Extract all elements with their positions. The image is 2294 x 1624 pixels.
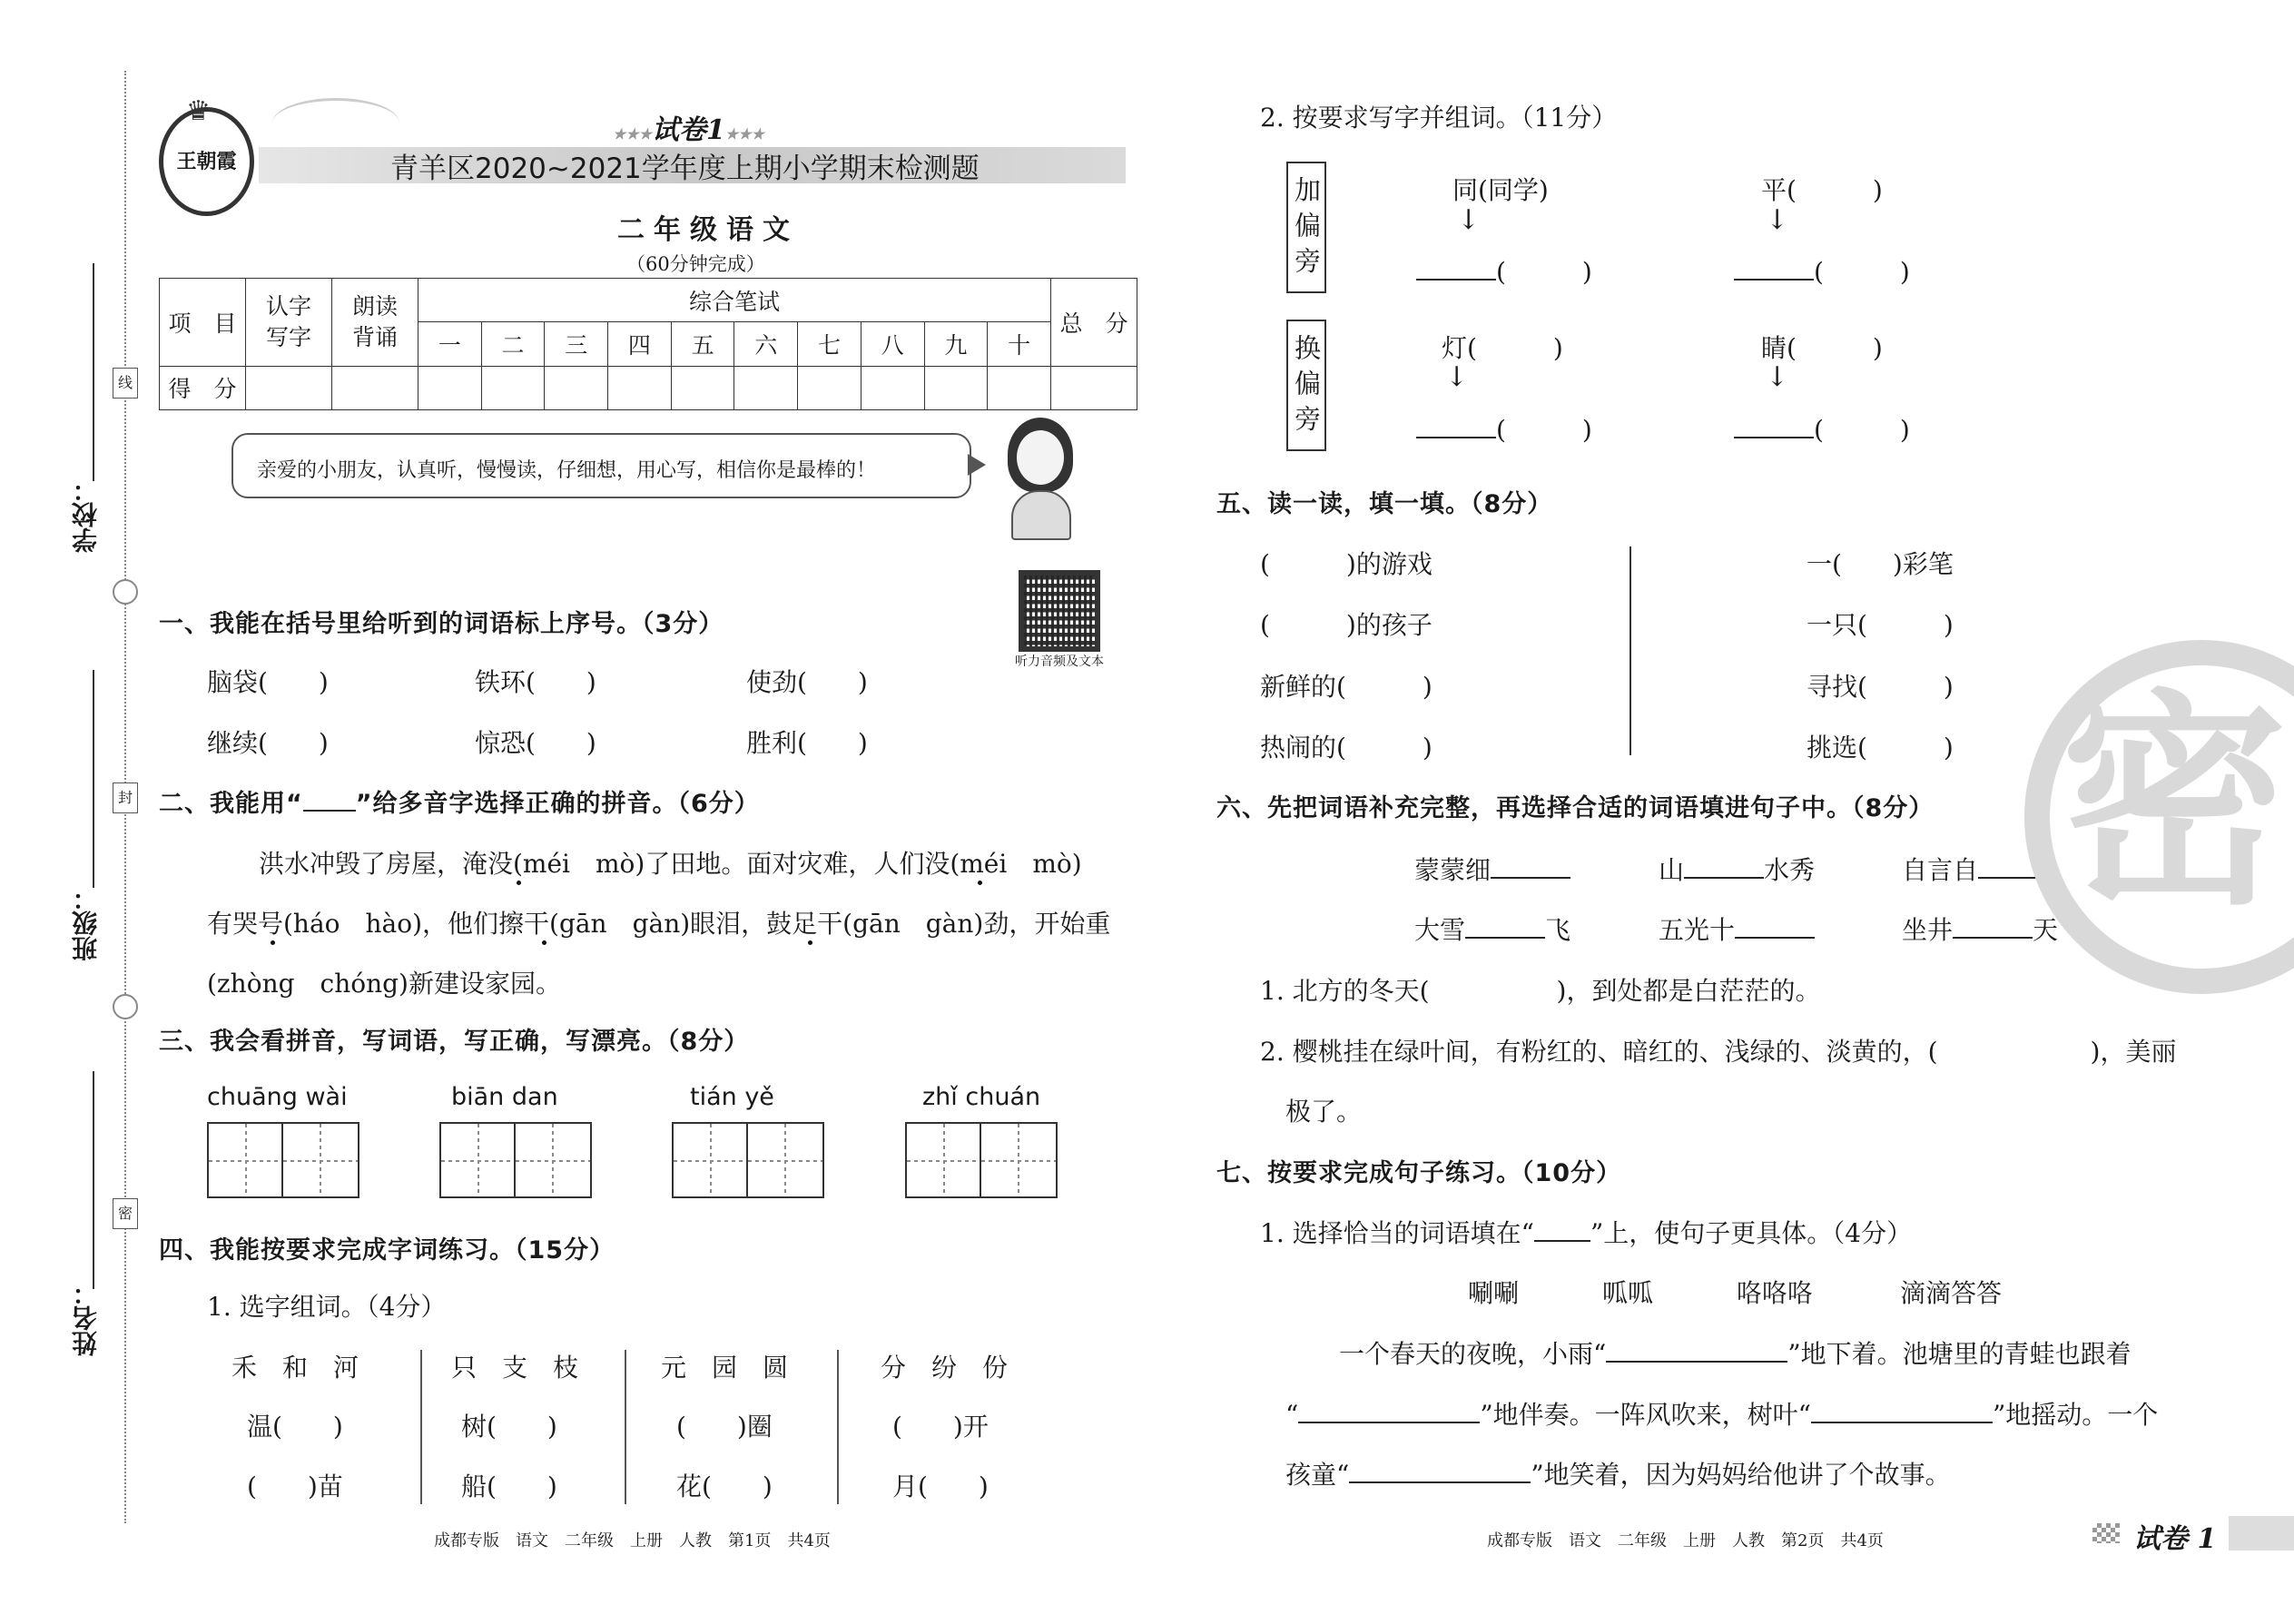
writing-grid[interactable] <box>905 1122 1058 1198</box>
school-label: 学校： <box>71 477 101 553</box>
add-item: 同(同学) <box>1452 175 1549 205</box>
s1-item[interactable]: 脑袋( ) <box>207 667 329 697</box>
arrow-down-icon: ↓ <box>1766 361 1789 393</box>
section2-title: 二、我能用“ ”给多音字选择正确的拼音。（6分） <box>159 790 760 818</box>
s5-right-item[interactable]: 挑选( ) <box>1807 733 1954 763</box>
s5-left-item[interactable]: ( )的游戏 <box>1260 549 1433 579</box>
score-col-zonghe: 综合笔试 <box>418 279 1051 322</box>
section3-title: 三、我会看拼音，写词语，写正确，写漂亮。（8分） <box>159 1028 750 1056</box>
s1-item[interactable]: 继续( ) <box>207 728 329 758</box>
score-col-shizi: 认字写字 <box>246 279 332 367</box>
s4-group-chars: 只 支 枝 <box>451 1353 579 1383</box>
section4-title: 四、我能按要求完成字词练习。（15分） <box>159 1236 615 1265</box>
s7-word: 唰唰 <box>1468 1278 1520 1308</box>
score-num: 九 <box>924 322 988 366</box>
score-num: 八 <box>861 322 924 366</box>
series-label: ★★★试卷1★★★ <box>613 114 764 146</box>
s7-word: 呱呱 <box>1602 1278 1654 1308</box>
section1-title: 一、我能在括号里给听到的词语标上序号。（3分） <box>159 610 724 638</box>
s4-group-item[interactable]: 温( ) <box>247 1412 343 1442</box>
score-cell[interactable] <box>545 366 608 409</box>
score-cell[interactable] <box>608 366 672 409</box>
s4-group-item[interactable]: 花( ) <box>676 1471 773 1501</box>
score-cell[interactable] <box>418 366 482 409</box>
add-radical-box: 加偏旁 <box>1286 162 1326 293</box>
score-num: 二 <box>481 322 545 366</box>
score-num: 十 <box>988 322 1051 366</box>
group-divider <box>420 1350 422 1504</box>
s6-question-cont: 极了。 <box>1285 1097 1363 1127</box>
s2-line: (zhòng chóng)新建设家园。 <box>207 969 561 999</box>
emphasis-dot <box>271 940 275 945</box>
score-num: 一 <box>418 322 482 366</box>
s1-item[interactable]: 胜利( ) <box>746 728 868 758</box>
s3-pinyin: zhǐ chuán <box>922 1083 1041 1111</box>
s2-line: 有哭号(háo hào)，他们擦干(gān gàn)眼泪，鼓足干(gān gàn)劲，开始重 <box>207 909 1111 939</box>
s4-sub1: 1. 选字组词。（4分） <box>207 1292 447 1322</box>
score-cell[interactable] <box>734 366 798 409</box>
s4-group-item[interactable]: 月( ) <box>892 1471 989 1501</box>
change-answer[interactable]: ( ) <box>1416 410 1592 447</box>
section7-title: 七、按要求完成句子练习。（10分） <box>1216 1159 1622 1187</box>
s5-left-item[interactable]: 热闹的( ) <box>1260 733 1433 763</box>
score-cell[interactable] <box>671 366 734 409</box>
arrow-down-icon: ↓ <box>1457 204 1481 236</box>
section6-title: 六、先把词语补充完整，再选择合适的词语填进句子中。（8分） <box>1216 794 1935 822</box>
s4-group-chars: 分 纷 份 <box>881 1353 1009 1383</box>
s2-line: 洪水冲毁了房屋，淹没(méi mò)了田地。面对灾难，人们没(méi mò) <box>259 849 1082 879</box>
ribbon-decoration <box>272 98 399 148</box>
logo-crown-icon: ♛ <box>186 95 211 127</box>
s6-question[interactable]: 2. 樱桃挂在绿叶间，有粉红的、暗红的、浅绿的、淡黄的，( )，美丽 <box>1260 1037 2177 1067</box>
s3-pinyin: chuāng wài <box>207 1083 348 1111</box>
s6-word[interactable]: 五光十 <box>1659 910 1815 947</box>
s4-group-chars: 元 园 圆 <box>661 1353 789 1383</box>
margin-ornament <box>113 579 138 605</box>
score-cell[interactable] <box>798 366 861 409</box>
s5-right-item[interactable]: 一( )彩笔 <box>1807 549 1954 579</box>
class-line[interactable] <box>93 670 94 888</box>
s4-sub2: 2. 按要求写字并组词。（11分） <box>1260 103 1618 133</box>
s1-item[interactable]: 铁环( ) <box>475 667 596 697</box>
name-label: 姓名： <box>71 1280 101 1356</box>
class-label: 班级： <box>71 885 101 961</box>
score-cell[interactable] <box>481 366 545 409</box>
score-cell[interactable] <box>924 366 988 409</box>
margin-ornament <box>113 994 138 1019</box>
score-num: 三 <box>545 322 608 366</box>
s1-item[interactable]: 惊恐( ) <box>475 728 596 758</box>
qr-caption: 听力音频及文本 <box>1015 655 1104 669</box>
score-row-label: 得 分 <box>160 366 246 409</box>
subject-title: 二年级语文 <box>617 214 799 246</box>
s7-sub1: 1. 选择恰当的词语填在“ ”上，使句子更具体。（4分） <box>1260 1218 1913 1248</box>
footer-deco <box>2092 1523 2120 1543</box>
page-title: 青羊区2020~2021学年度上期小学期末检测题 <box>390 153 980 185</box>
s4-group-item[interactable]: ( )开 <box>892 1412 989 1442</box>
star-icon: ★★★ <box>724 125 764 143</box>
s7-para-line[interactable]: “ ”地伴奏。一阵风吹来，树叶“ ”地摇动。一个 <box>1285 1400 2159 1430</box>
emphasis-dot <box>542 940 546 945</box>
s5-divider <box>1629 546 1631 755</box>
footer-right: 成都专版 语文 二年级 上册 人教 第2页 共4页 <box>1487 1531 1884 1550</box>
margin-mark-xian: 线 <box>113 368 138 399</box>
change-answer[interactable]: ( ) <box>1734 410 1910 447</box>
footer-tag-bar <box>2229 1516 2294 1550</box>
score-num: 五 <box>671 322 734 366</box>
blank-sample <box>303 810 356 812</box>
s5-right-item[interactable]: 寻找( ) <box>1807 672 1954 702</box>
margin-mark-mi: 密 <box>113 1198 138 1229</box>
score-cell[interactable] <box>861 366 924 409</box>
section5-title: 五、读一读，填一填。（8分） <box>1216 490 1553 518</box>
seal-watermark: 密 <box>2024 640 2294 994</box>
change-radical-box: 换偏旁 <box>1286 320 1326 451</box>
s4-group-item[interactable]: ( )苗 <box>247 1471 343 1501</box>
s4-group-chars: 禾 和 河 <box>231 1353 359 1383</box>
arrow-down-icon: ↓ <box>1766 204 1789 236</box>
score-cell[interactable] <box>988 366 1051 409</box>
s7-word: 滴滴答答 <box>1900 1278 2003 1308</box>
writing-grid[interactable] <box>439 1122 592 1198</box>
emphasis-dot <box>978 881 982 885</box>
speech-bubble: 亲爱的小朋友，认真听，慢慢读，仔细想，用心写，相信你是最棒的！ <box>231 433 971 498</box>
add-item: 平( ) <box>1761 175 1883 205</box>
s4-group-item[interactable]: 树( ) <box>461 1412 557 1442</box>
bubble-tail <box>968 454 986 476</box>
score-col-total: 总 分 <box>1051 279 1137 367</box>
add-answer[interactable]: ( ) <box>1734 252 1910 289</box>
footer-tag: 试卷 1 <box>2133 1523 2217 1555</box>
add-answer[interactable]: ( ) <box>1416 252 1592 289</box>
score-row-label: 项 目 <box>160 279 246 367</box>
writing-grid[interactable] <box>672 1122 824 1198</box>
s6-word[interactable]: 坐井 天 <box>1902 915 2059 945</box>
score-cell[interactable] <box>246 366 332 409</box>
star-icon: ★★★ <box>613 125 653 143</box>
s7-para-line[interactable]: 孩童“ ”地笑着，因为妈妈给他讲了个故事。 <box>1285 1460 1951 1490</box>
change-item: 睛( ) <box>1761 333 1883 363</box>
group-divider <box>625 1350 626 1504</box>
s5-left-item[interactable]: 新鲜的( ) <box>1260 672 1433 702</box>
s7-para-line[interactable]: 一个春天的夜晚，小雨“ ”地下着。池塘里的青蛙也跟着 <box>1339 1339 2132 1369</box>
score-num: 七 <box>798 322 861 366</box>
score-cell[interactable] <box>1051 366 1137 409</box>
s4-group-item[interactable]: ( )圈 <box>676 1412 773 1442</box>
s6-word[interactable]: 蒙蒙细 <box>1414 851 1570 887</box>
s6-question[interactable]: 1. 北方的冬天( )，到处都是白茫茫的。 <box>1260 976 1821 1006</box>
time-note: （60分钟完成） <box>626 253 765 275</box>
margin-mark-feng: 封 <box>113 782 138 813</box>
s4-group-item[interactable]: 船( ) <box>461 1471 557 1501</box>
group-divider <box>837 1350 839 1504</box>
score-num: 四 <box>608 322 672 366</box>
s6-word[interactable]: 山 水秀 <box>1659 855 1816 885</box>
name-line[interactable] <box>93 1071 94 1289</box>
s5-right-item[interactable]: 一只( ) <box>1807 610 1954 640</box>
arrow-down-icon: ↓ <box>1445 361 1469 393</box>
change-item: 灯( ) <box>1442 333 1563 363</box>
score-cell[interactable] <box>332 366 418 409</box>
s3-pinyin: tián yě <box>690 1083 774 1111</box>
score-num: 六 <box>734 322 798 366</box>
emphasis-dot <box>517 881 521 885</box>
girl-illustration <box>989 418 1094 540</box>
writing-grid[interactable] <box>207 1122 359 1198</box>
s6-word[interactable]: 大雪 飞 <box>1414 915 1571 945</box>
qr-code[interactable] <box>1019 570 1100 652</box>
logo-text: 王朝霞 <box>176 150 237 173</box>
school-line[interactable] <box>93 263 94 481</box>
s5-left-item[interactable]: ( )的孩子 <box>1260 610 1433 640</box>
emphasis-dot <box>808 940 812 945</box>
score-table <box>159 278 1137 410</box>
s1-item[interactable]: 使劲( ) <box>746 667 868 697</box>
s3-pinyin: biān dan <box>451 1083 558 1111</box>
footer-left: 成都专版 语文 二年级 上册 人教 第1页 共4页 <box>434 1531 831 1550</box>
s7-word: 咯咯咯 <box>1737 1278 1814 1308</box>
s6-word[interactable]: 自言自 <box>1902 851 2058 887</box>
score-col-langdu: 朗读背诵 <box>332 279 418 367</box>
